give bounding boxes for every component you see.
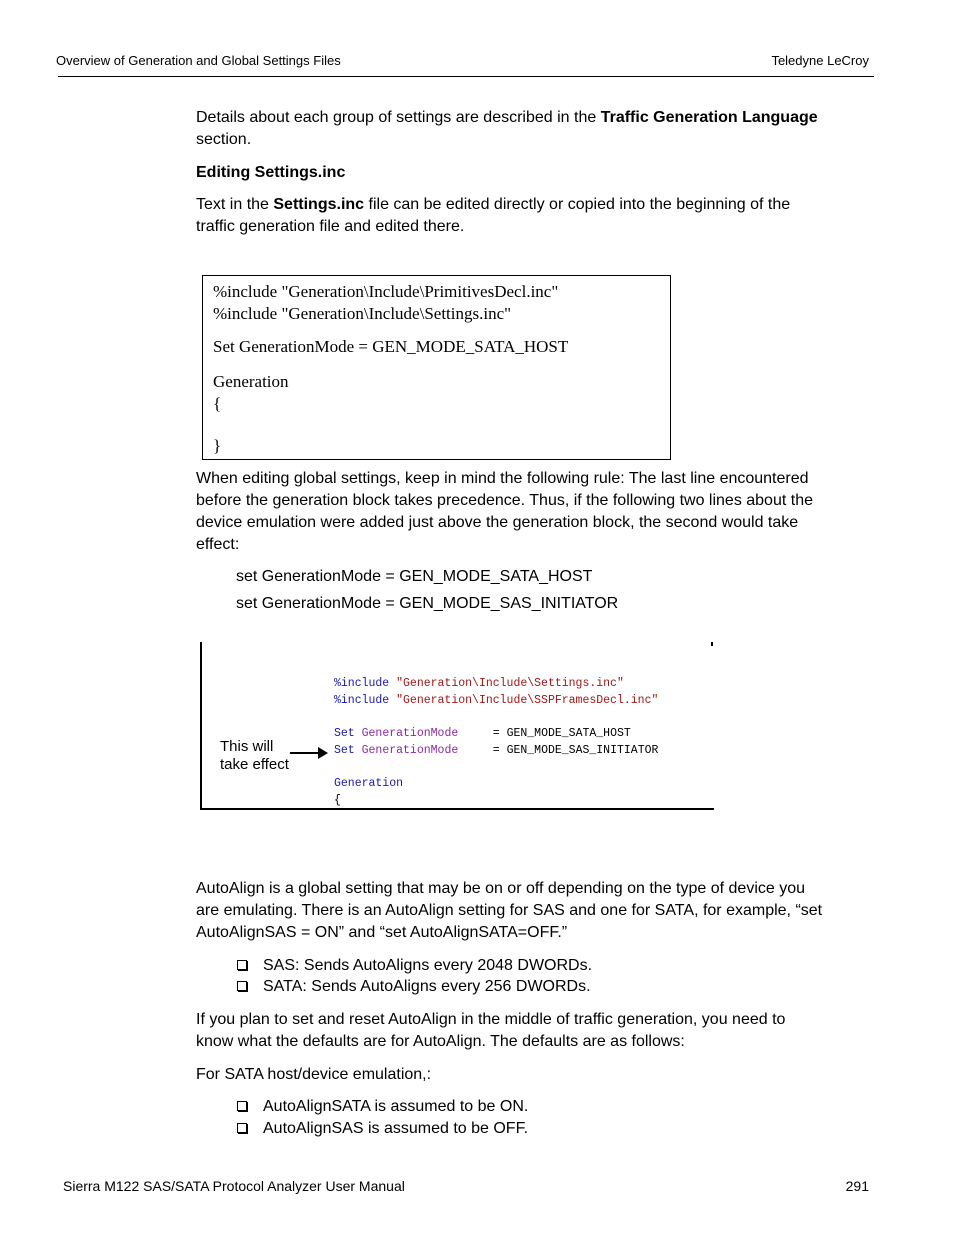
figure-corner-tick bbox=[711, 642, 713, 646]
figure-left-border bbox=[200, 642, 202, 808]
running-header-title: Overview of Generation and Global Settings Files bbox=[56, 53, 341, 68]
checkbox-bullet-icon bbox=[237, 981, 247, 991]
code-line: Generation bbox=[213, 372, 289, 391]
code-set-line-effective: Set GenerationMode = GEN_MODE_SAS_INITIATOR bbox=[334, 744, 659, 757]
callout-label: This will take effect bbox=[220, 738, 289, 773]
running-header-company: Teledyne LeCroy bbox=[771, 53, 869, 68]
example-line: set GenerationMode = GEN_MODE_SAS_INITIATOR bbox=[236, 595, 619, 612]
settings-filename: Settings.inc bbox=[273, 196, 365, 213]
defaults-paragraph: If you plan to set and reset AutoAlign in the middle of traffic generation, you need to know what the defaults are for AutoAlign. The defaults are as follows: bbox=[196, 1011, 786, 1050]
code-brace-line: { bbox=[334, 794, 341, 807]
checkbox-bullet-icon bbox=[237, 1101, 247, 1111]
header-divider bbox=[58, 76, 874, 77]
settings-code-figure bbox=[202, 275, 671, 460]
intro-paragraph bbox=[196, 107, 876, 151]
callout-arrow-icon bbox=[290, 746, 330, 760]
sata-intro: For SATA host/device emulation,: bbox=[196, 1066, 432, 1083]
code-line: { bbox=[213, 394, 222, 413]
footer-title: Sierra M122 SAS/SATA Protocol Analyzer User Manual bbox=[63, 1178, 405, 1194]
code-line: %include "Generation\Include\PrimitivesDecl.inc" bbox=[213, 282, 559, 301]
figure-bottom-border bbox=[200, 808, 714, 810]
intro-text: Details about each group of settings are described in the bbox=[196, 109, 601, 126]
code-include-line: %include "Generation\Include\SSPFramesDecl.inc" bbox=[334, 694, 659, 707]
checkbox-bullet-icon bbox=[237, 1123, 247, 1133]
edit-paragraph: Text in the Settings.inc file can be edited directly or copied into the beginning of the traffic generation file and edited there. bbox=[196, 196, 791, 235]
code-generation-line: Generation bbox=[334, 777, 404, 790]
autoalign-paragraph: AutoAlign is a global setting that may be on or off depending on the type of device you are emulating. There is an AutoAlign setting for SAS and one for SATA, for example, “set AutoAlignSAS = ON” and “set AutoAlignSATA=OFF.” bbox=[196, 880, 823, 941]
intro-text-end: section. bbox=[196, 131, 252, 148]
precedence-code-figure bbox=[200, 642, 714, 810]
code-include-line: %include "Generation\Include\Settings.inc" bbox=[334, 677, 624, 690]
checkbox-bullet-icon bbox=[237, 960, 247, 970]
page-number: 291 bbox=[845, 1178, 869, 1194]
rule-paragraph: When editing global settings, keep in mind the following rule: The last line encountered before the generation block takes precedence. Thus, if the following two lines about the device emulation were added just above the generation block, the second would take effect: bbox=[196, 470, 813, 553]
code-line: %include "Generation\Include\Settings.inc" bbox=[213, 304, 512, 323]
code-line: Set GenerationMode = GEN_MODE_SATA_HOST bbox=[213, 337, 569, 356]
code-set-line: Set GenerationMode = GEN_MODE_SATA_HOST bbox=[334, 727, 631, 740]
example-line: set GenerationMode = GEN_MODE_SATA_HOST bbox=[236, 568, 593, 585]
intro-bold-link: Traffic Generation Language bbox=[600, 109, 818, 126]
code-line: } bbox=[213, 436, 222, 455]
section-heading: Editing Settings.inc bbox=[196, 164, 346, 181]
